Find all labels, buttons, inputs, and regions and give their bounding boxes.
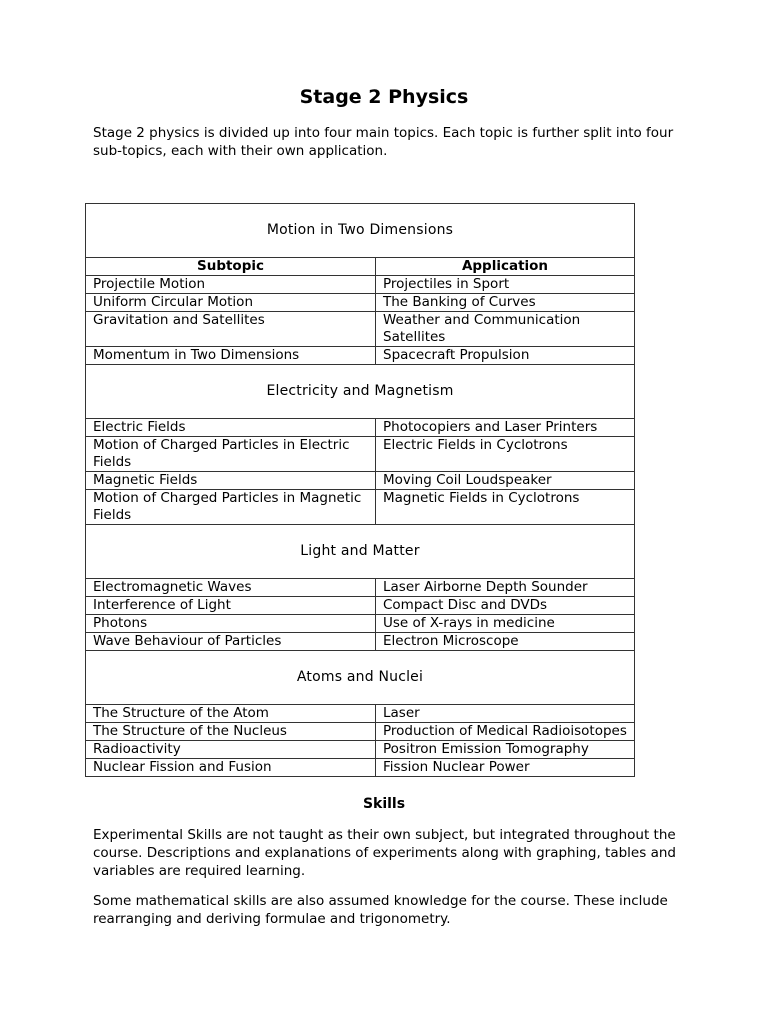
table-row bbox=[86, 705, 635, 723]
section-header-row bbox=[86, 204, 635, 258]
table-row bbox=[86, 312, 635, 347]
table-row bbox=[86, 472, 635, 490]
table-row bbox=[86, 633, 635, 651]
application-cell: Laser bbox=[376, 705, 635, 723]
application-cell: Use of X-rays in medicine bbox=[376, 615, 635, 633]
section-title: Atoms and Nuclei bbox=[86, 651, 635, 705]
application-cell: Photocopiers and Laser Printers bbox=[376, 419, 635, 437]
subtopic-cell: Electromagnetic Waves bbox=[86, 579, 376, 597]
application-cell: Magnetic Fields in Cyclotrons bbox=[376, 490, 635, 525]
subtopic-cell: Projectile Motion bbox=[86, 276, 376, 294]
subtopic-cell: Photons bbox=[86, 615, 376, 633]
subtopic-cell: Radioactivity bbox=[86, 741, 376, 759]
table-row bbox=[86, 347, 635, 365]
section-header-row bbox=[86, 651, 635, 705]
application-cell: Laser Airborne Depth Sounder bbox=[376, 579, 635, 597]
page-title: Stage 2 Physics bbox=[299, 86, 469, 108]
subtopic-cell: Momentum in Two Dimensions bbox=[86, 347, 376, 365]
table-row bbox=[86, 437, 635, 472]
table-row bbox=[86, 723, 635, 741]
section-title: Motion in Two Dimensions bbox=[86, 204, 635, 258]
application-cell: Moving Coil Loudspeaker bbox=[376, 472, 635, 490]
subtopic-cell: Magnetic Fields bbox=[86, 472, 376, 490]
subtopic-cell: Motion of Charged Particles in Magnetic Fields bbox=[86, 490, 376, 525]
section-title: Electricity and Magnetism bbox=[86, 365, 635, 419]
skills-heading: Skills bbox=[362, 796, 406, 812]
application-column-header: Application bbox=[376, 258, 635, 276]
table-row bbox=[86, 276, 635, 294]
application-cell: Projectiles in Sport bbox=[376, 276, 635, 294]
subtopic-cell: Interference of Light bbox=[86, 597, 376, 615]
subtopic-cell: Electric Fields bbox=[86, 419, 376, 437]
intro-paragraph: Stage 2 physics is divided up into four main topics. Each topic is further split into four sub-topics, each with their own application. bbox=[93, 125, 674, 159]
table-row bbox=[86, 419, 635, 437]
subtopic-cell: Nuclear Fission and Fusion bbox=[86, 759, 376, 777]
section-header-row bbox=[86, 365, 635, 419]
skills-paragraph: Experimental Skills are not taught as their own subject, but integrated throughout the course. Descriptions and explanations of experiments along with graphing, tables and variables are required learning. bbox=[93, 827, 676, 879]
application-cell: Fission Nuclear Power bbox=[376, 759, 635, 777]
application-cell: Electron Microscope bbox=[376, 633, 635, 651]
subtopic-cell: Uniform Circular Motion bbox=[86, 294, 376, 312]
column-header-row bbox=[86, 258, 635, 276]
subtopic-cell: The Structure of the Atom bbox=[86, 705, 376, 723]
subtopic-cell: The Structure of the Nucleus bbox=[86, 723, 376, 741]
application-cell: Compact Disc and DVDs bbox=[376, 597, 635, 615]
application-cell: Electric Fields in Cyclotrons bbox=[376, 437, 635, 472]
application-cell: Positron Emission Tomography bbox=[376, 741, 635, 759]
subtopic-cell: Wave Behaviour of Particles bbox=[86, 633, 376, 651]
table-row bbox=[86, 490, 635, 525]
section-header-row bbox=[86, 525, 635, 579]
application-cell: The Banking of Curves bbox=[376, 294, 635, 312]
table-row bbox=[86, 597, 635, 615]
table-row bbox=[86, 741, 635, 759]
application-cell: Spacecraft Propulsion bbox=[376, 347, 635, 365]
subtopic-cell: Motion of Charged Particles in Electric Fields bbox=[86, 437, 376, 472]
table-row bbox=[86, 759, 635, 777]
subtopic-column-header: Subtopic bbox=[86, 258, 376, 276]
application-cell: Production of Medical Radioisotopes bbox=[376, 723, 635, 741]
application-cell: Weather and Communication Satellites bbox=[376, 312, 635, 347]
table-row bbox=[86, 579, 635, 597]
table-row bbox=[86, 294, 635, 312]
topics-table bbox=[85, 203, 635, 777]
skills-paragraph: Some mathematical skills are also assumed knowledge for the course. These include rearranging and deriving formulae and trigonometry. bbox=[93, 893, 668, 927]
section-title: Light and Matter bbox=[86, 525, 635, 579]
table-row bbox=[86, 615, 635, 633]
subtopic-cell: Gravitation and Satellites bbox=[86, 312, 376, 347]
